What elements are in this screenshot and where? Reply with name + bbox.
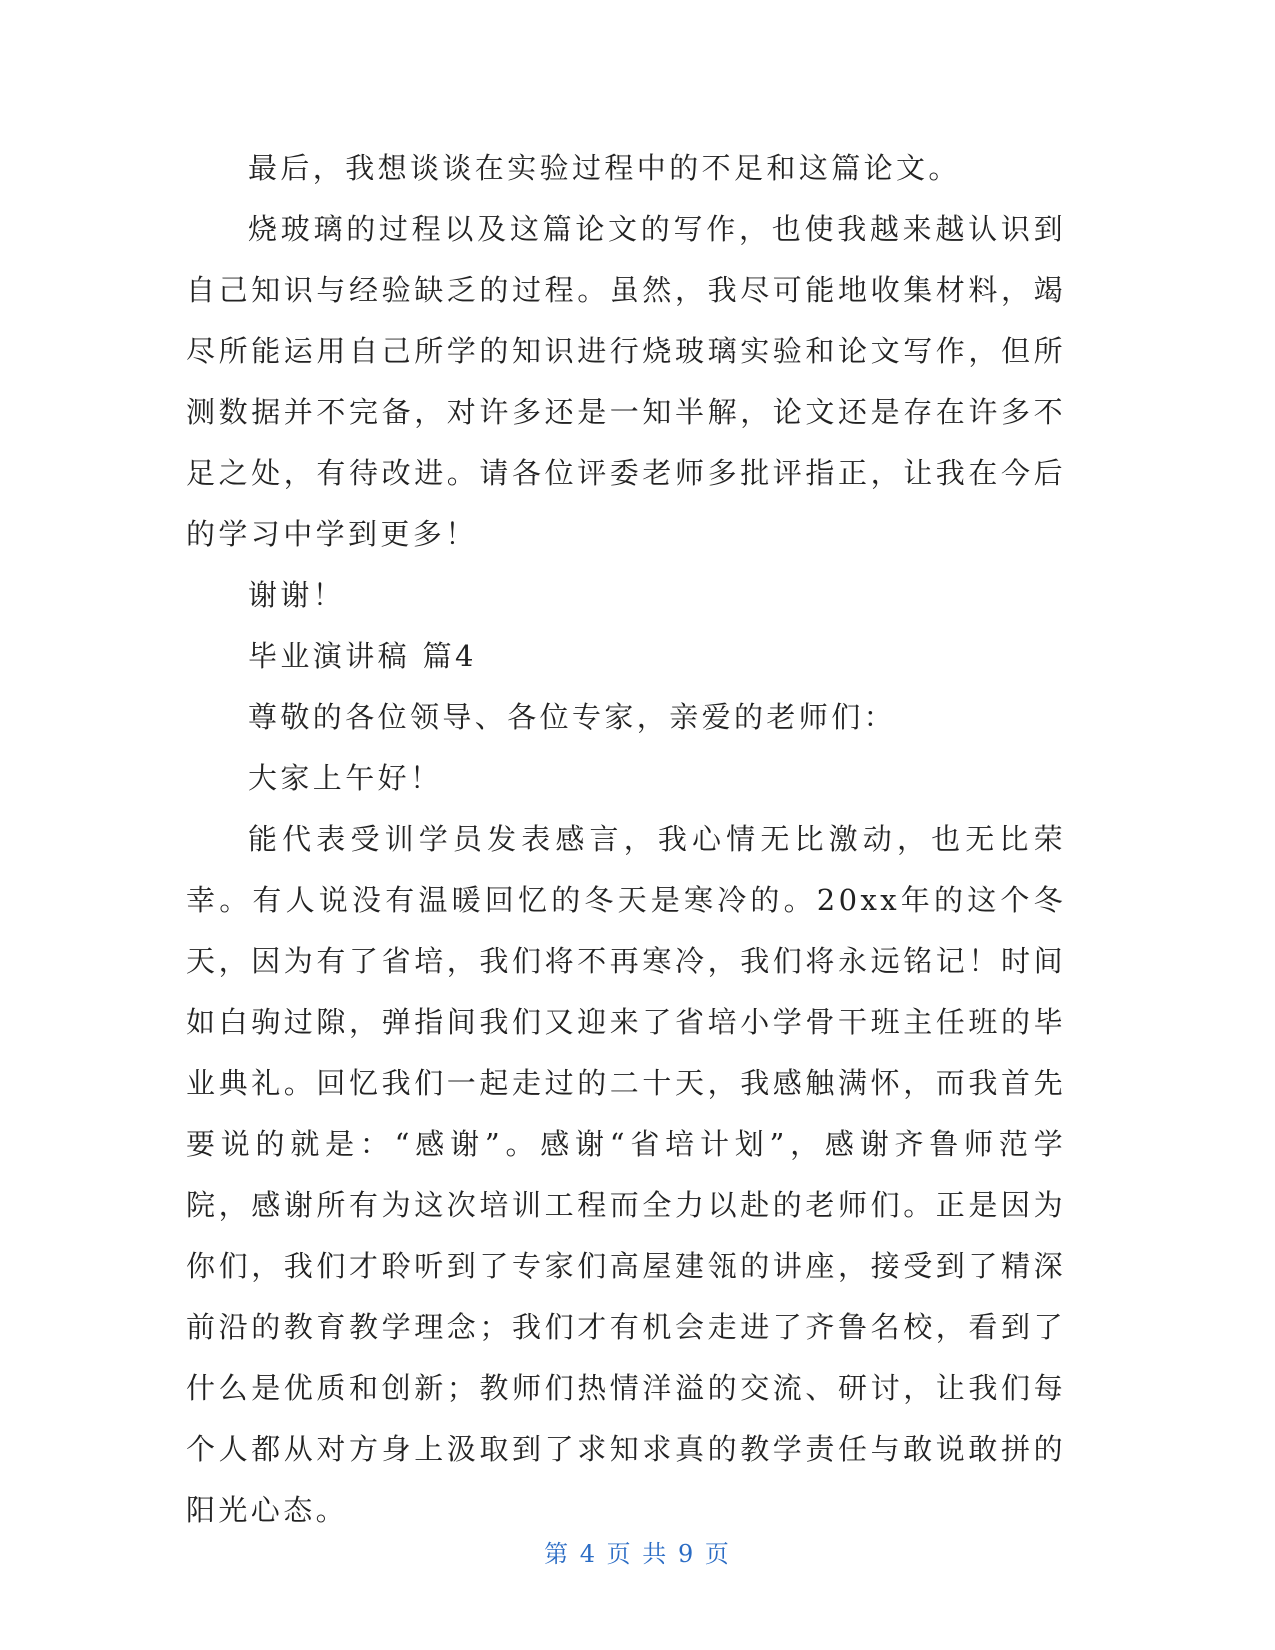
page-footer bbox=[0, 1534, 1275, 1569]
salutation: 尊敬的各位领导、各位专家，亲爱的老师们： bbox=[248, 700, 897, 734]
paragraph-2: 烧玻璃的过程以及这篇论文的写作，也使我越来越认识到自己知识与经验缺乏的过程。虽然，我尽可能地收集材料，竭尽所能运用自己所学的知识进行烧玻璃实验和论文写作，但所测数据并不完备，对许多还是一知半解，论文还是存在许多不足之处，有待改进。请各位评委老师多批评指正，让我在今后的学习中学到更多！ bbox=[186, 212, 1066, 551]
greeting: 大家上午好！ bbox=[248, 761, 443, 795]
paragraph-7: 能代表受训学员发表感言，我心情无比激动，也无比荣幸。有人说没有温暖回忆的冬天是寒冷的。20xx年的这个冬天，因为有了省培，我们将不再寒冷，我们将永远铭记！时间如白驹过隙，弹指间我们又迎来了省培小学骨干班主任班的毕业典礼。回忆我们一起走过的二十天，我感触满怀，而我首先要说的就是：“感谢”。感谢“省培计划”，感谢齐鲁师范学院，感谢所有为这次培训工程而全力以赴的老师们。正是因为你们，我们才聆听到了专家们高屋建瓴的讲座，接受到了精深前沿的教育教学理念；我们才有机会走进了齐鲁名校，看到了什么是优质和创新；教师们热情洋溢的交流、研讨，让我们每个人都从对方身上汲取到了求知求真的教学责任与敢说敢拼的阳光心态。 bbox=[186, 822, 1066, 1527]
document-body bbox=[186, 138, 1066, 1541]
section-heading: 毕业演讲稿 篇4 bbox=[248, 639, 477, 673]
paragraph-3: 谢谢！ bbox=[248, 578, 346, 612]
paragraph-1: 最后，我想谈谈在实验过程中的不足和这篇论文。 bbox=[248, 151, 961, 185]
page-number: 第 4 页 共 9 页 bbox=[544, 1540, 731, 1568]
